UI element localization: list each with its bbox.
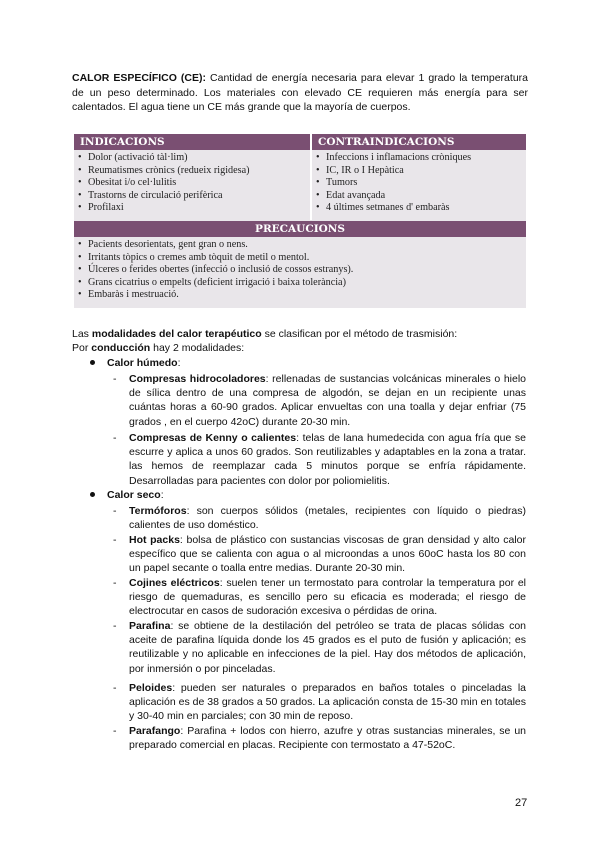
item-text: : Parafina + lodos con hierro, azufre y otras sustancias minerales, se un preparado comercial en placas. Recipiente con termostato a 47-52oC. (129, 725, 526, 752)
indicaciones-header: INDICACIONS (74, 134, 310, 150)
item-text: : bolsa de plástico con sustancias viscosas de gran densidad y alto calor específico que se calienta con agua o al microondas a unos 60oC hasta los 80 con un papel secante o toalla entre medias. Durante 20-30 min. (129, 534, 527, 575)
list-item (113, 533, 527, 576)
text: Las (72, 328, 92, 340)
item-title: Peloides (129, 682, 173, 694)
list-item: • IC, IR o I Hepàtica (314, 165, 471, 178)
column-divider (310, 134, 312, 220)
indications-table (74, 134, 526, 308)
list-item (113, 724, 526, 752)
list-item: • Obesitat i/o cel·lulitis (76, 177, 250, 190)
colon: : (160, 489, 164, 501)
dash-bullet: - (113, 432, 117, 444)
item-text: : se obtiene de la destilación del petróleo se trata de placas sólidas con aceite de parafina líquida donde los 45 grados es el puto de fusión y aplicación; es reutilizable y no aplicable en infecciones de la piel. Hay dos métodos de aplicación, por inmersión o por pinceladas. (129, 620, 526, 675)
list-item: • Tumors (314, 177, 471, 190)
indicaciones-list (76, 152, 250, 215)
precauciones-header: PRECAUCIONS (74, 221, 526, 237)
modalidades-term: modalidades del calor terapéutico (91, 328, 262, 340)
item-text: : pueden ser naturales o preparados en baños totales o pinceladas la aplicación es de 38 grados a 50 grados. La aplicación consta de 15-30 min en totales y 30-40 min en parciales; con 30 min de reposo. (129, 682, 526, 723)
colon: : (177, 357, 181, 369)
calor-humedo-heading (90, 356, 181, 370)
dash-bullet: - (113, 682, 117, 694)
list-item (113, 372, 526, 429)
list-item (113, 681, 526, 724)
modalidades-intro (72, 327, 528, 355)
list-item (113, 504, 526, 532)
section-label: Calor húmedo (107, 357, 178, 369)
precauciones-list (76, 239, 353, 302)
list-item: • 4 últimes setmanes d' embaràs (314, 202, 471, 215)
item-title: Cojines eléctricos (129, 577, 220, 589)
item-title: Parafango (129, 725, 181, 737)
item-text: : son cuerpos sólidos (metales, recipientes con líquido o piedras) calientes de uso doméstico. (129, 505, 526, 532)
contraindicaciones-list (314, 152, 471, 215)
dash-bullet: - (113, 725, 117, 737)
bullet-dot (90, 360, 95, 365)
list-item: • Pacients desorientats, gent gran o nens. (76, 239, 353, 252)
contraindicaciones-header: CONTRAINDICACIONS (312, 134, 526, 150)
conduccion-term: conducción (91, 342, 151, 355)
intro-term: CALOR ESPECÍFICO (CE): (72, 72, 207, 84)
list-item (113, 619, 526, 676)
section-label: Calor seco (107, 489, 161, 501)
list-item: • Grans cicatrius o empelts (deficient irrigació i baixa tolerància) (76, 277, 353, 290)
item-title: Parafina (129, 620, 171, 632)
list-item: • Úlceres o ferides obertes (infecció o inclusió de cossos estranys). (76, 264, 353, 277)
list-item: • Dolor (activació tàl·lim) (76, 152, 250, 165)
dash-bullet: - (113, 577, 117, 589)
list-item: • Trastorns de circulació perifèrica (76, 190, 250, 203)
item-text: : rellenadas de sustancias volcánicas minerales o hielo de sílica dentro de una compresa de algodón, se dejan en un recipiente unas cuántas horas a 60-90 grados. Aplicar envueltas con una toalla y dejar enfriar (75 grados , en el cuerpo 42oC) durante 20-30 min. (129, 373, 526, 428)
dash-bullet: - (113, 373, 117, 385)
list-item: • Reumatismes crònics (redueix rigidesa) (76, 165, 250, 178)
list-item (113, 576, 527, 619)
item-title: Hot packs (129, 534, 180, 546)
intro-paragraph (72, 71, 528, 115)
calor-seco-heading (90, 488, 164, 502)
dash-bullet: - (113, 620, 117, 632)
page-number: 27 (515, 797, 528, 809)
list-item: • Profilaxi (76, 202, 250, 215)
list-item: • Irritants tòpics o cremes amb tòquit de metil o mentol. (76, 252, 353, 265)
modalidades-line (72, 327, 528, 341)
bullet-dot (90, 492, 95, 497)
dash-bullet: - (113, 534, 117, 546)
text: Por (72, 342, 92, 355)
list-item (113, 431, 526, 488)
item-title: Compresas hidrocoladores (129, 373, 266, 385)
text: hay 2 modalidades: (150, 342, 245, 355)
list-item: • Edat avançada (314, 190, 471, 203)
intro-text: Cantidad de energía necesaria para elevar 1 grado la temperatura de un peso determinado. Los materiales con elevado CE requieren más energía para ser calentados. El agua tiene un CE más grande que la mayoría de cuerpos. (72, 72, 528, 113)
conduccion-line (72, 341, 528, 355)
dash-bullet: - (113, 505, 117, 517)
list-item: • Embaràs i mestruació. (76, 289, 353, 302)
text: se clasifican por el método de trasmisión: (261, 328, 458, 340)
item-text: : suelen tener un termostato para controlar la temperatura por el riesgo de quemaduras, es sencillo pero su eficacia es moderada; el riesgo de electrocutar en casos de sudoración excesiva o pérdidas de orina. (129, 577, 527, 618)
list-item: • Infeccions i inflamacions cròniques (314, 152, 471, 165)
item-text: : telas de lana humedecida con agua fría que se escurre y aplica a unos 60 grados. Son reutilizables y adaptables en la zona a tratar. las hemos de reemplazar cada 5 minutos porque se enfría rápidamente. Desarrolladas para pacientes con dolor por poliomielitis. (129, 432, 526, 487)
item-title: Compresas de Kenny o calientes (129, 432, 297, 444)
item-title: Termóforos (129, 505, 187, 517)
